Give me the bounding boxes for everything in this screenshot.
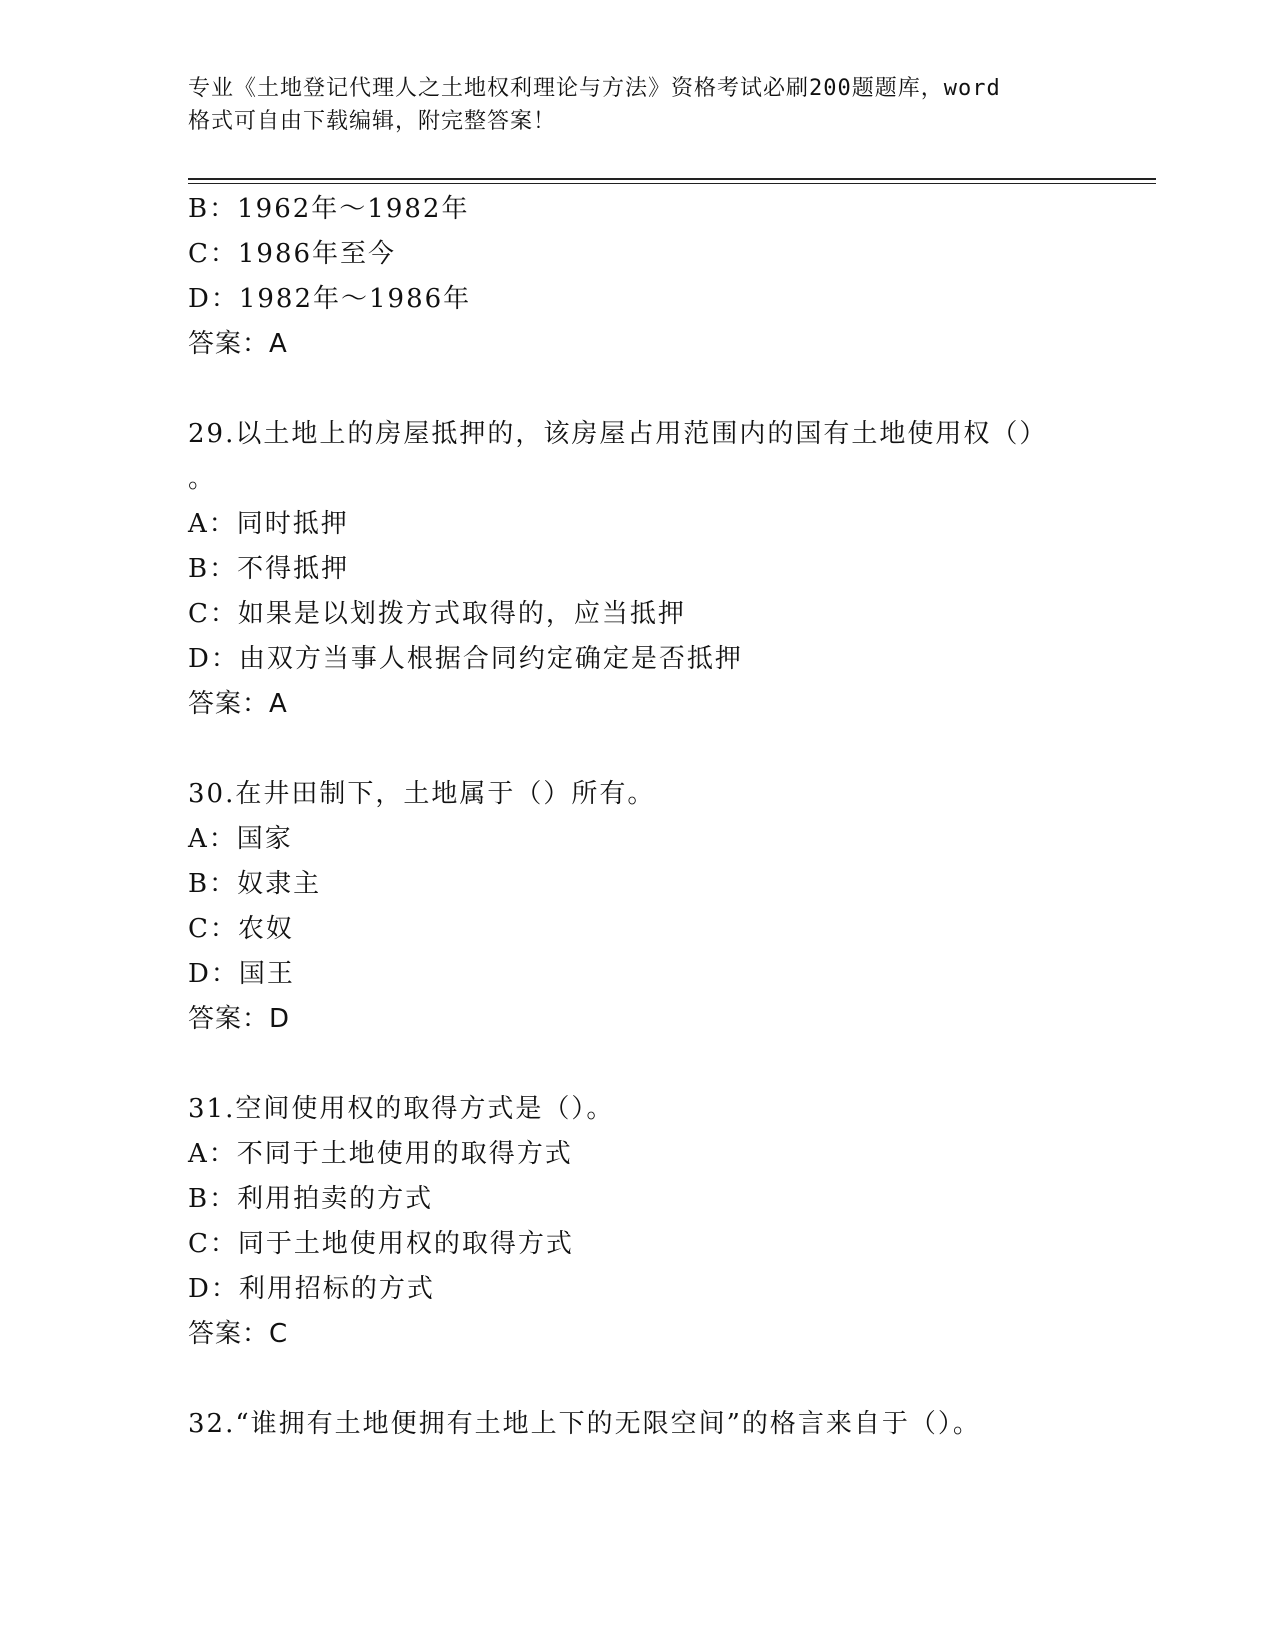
q28-option-c: C：1986年至今 [188, 239, 397, 269]
q30-stem: 30.在井田制下，土地属于（）所有。 [188, 779, 656, 809]
header-rule-thick [188, 178, 1156, 180]
header-line-1: 专业《土地登记代理人之土地权利理论与方法》资格考试必刷200题题库，word [188, 76, 1001, 101]
q30-option-d: D：国王 [188, 959, 295, 989]
q31-option-a: A：不同于土地使用的取得方式 [188, 1139, 573, 1169]
q31-option-b: B：利用拍卖的方式 [188, 1184, 434, 1214]
q32-stem: 32.“谁拥有土地便拥有土地上下的无限空间”的格言来自于（）。 [188, 1409, 981, 1439]
q29-option-a: A：同时抵押 [188, 509, 349, 539]
q30-option-a: A：国家 [188, 824, 293, 854]
q30-option-c: C：农奴 [188, 914, 294, 944]
q31-option-d: D：利用招标的方式 [188, 1274, 435, 1304]
q30-answer: 答案：D [188, 1004, 291, 1034]
header-line-2: 格式可自由下载编辑，附完整答案！ [188, 109, 557, 134]
q31-stem: 31.空间使用权的取得方式是（）。 [188, 1094, 615, 1124]
q28-answer: 答案：A [188, 329, 288, 359]
q29-option-b: B：不得抵押 [188, 554, 350, 584]
q31-answer: 答案：C [188, 1319, 289, 1349]
q29-stem: 29.以土地上的房屋抵押的，该房屋占用范围内的国有土地使用权（） [188, 419, 1048, 449]
q29-stem-continuation: 。 [188, 464, 217, 494]
q29-option-c: C：如果是以划拨方式取得的，应当抵押 [188, 599, 686, 629]
q28-option-b: B：1962年～1982年 [188, 194, 470, 224]
document-header [188, 72, 1068, 138]
header-rule-thin [188, 183, 1156, 184]
q28-option-d: D：1982年～1986年 [188, 284, 472, 314]
q29-option-d: D：由双方当事人根据合同约定确定是否抵押 [188, 644, 743, 674]
q31-option-c: C：同于土地使用权的取得方式 [188, 1229, 574, 1259]
q29-answer: 答案：A [188, 689, 288, 719]
q30-option-b: B：奴隶主 [188, 869, 322, 899]
